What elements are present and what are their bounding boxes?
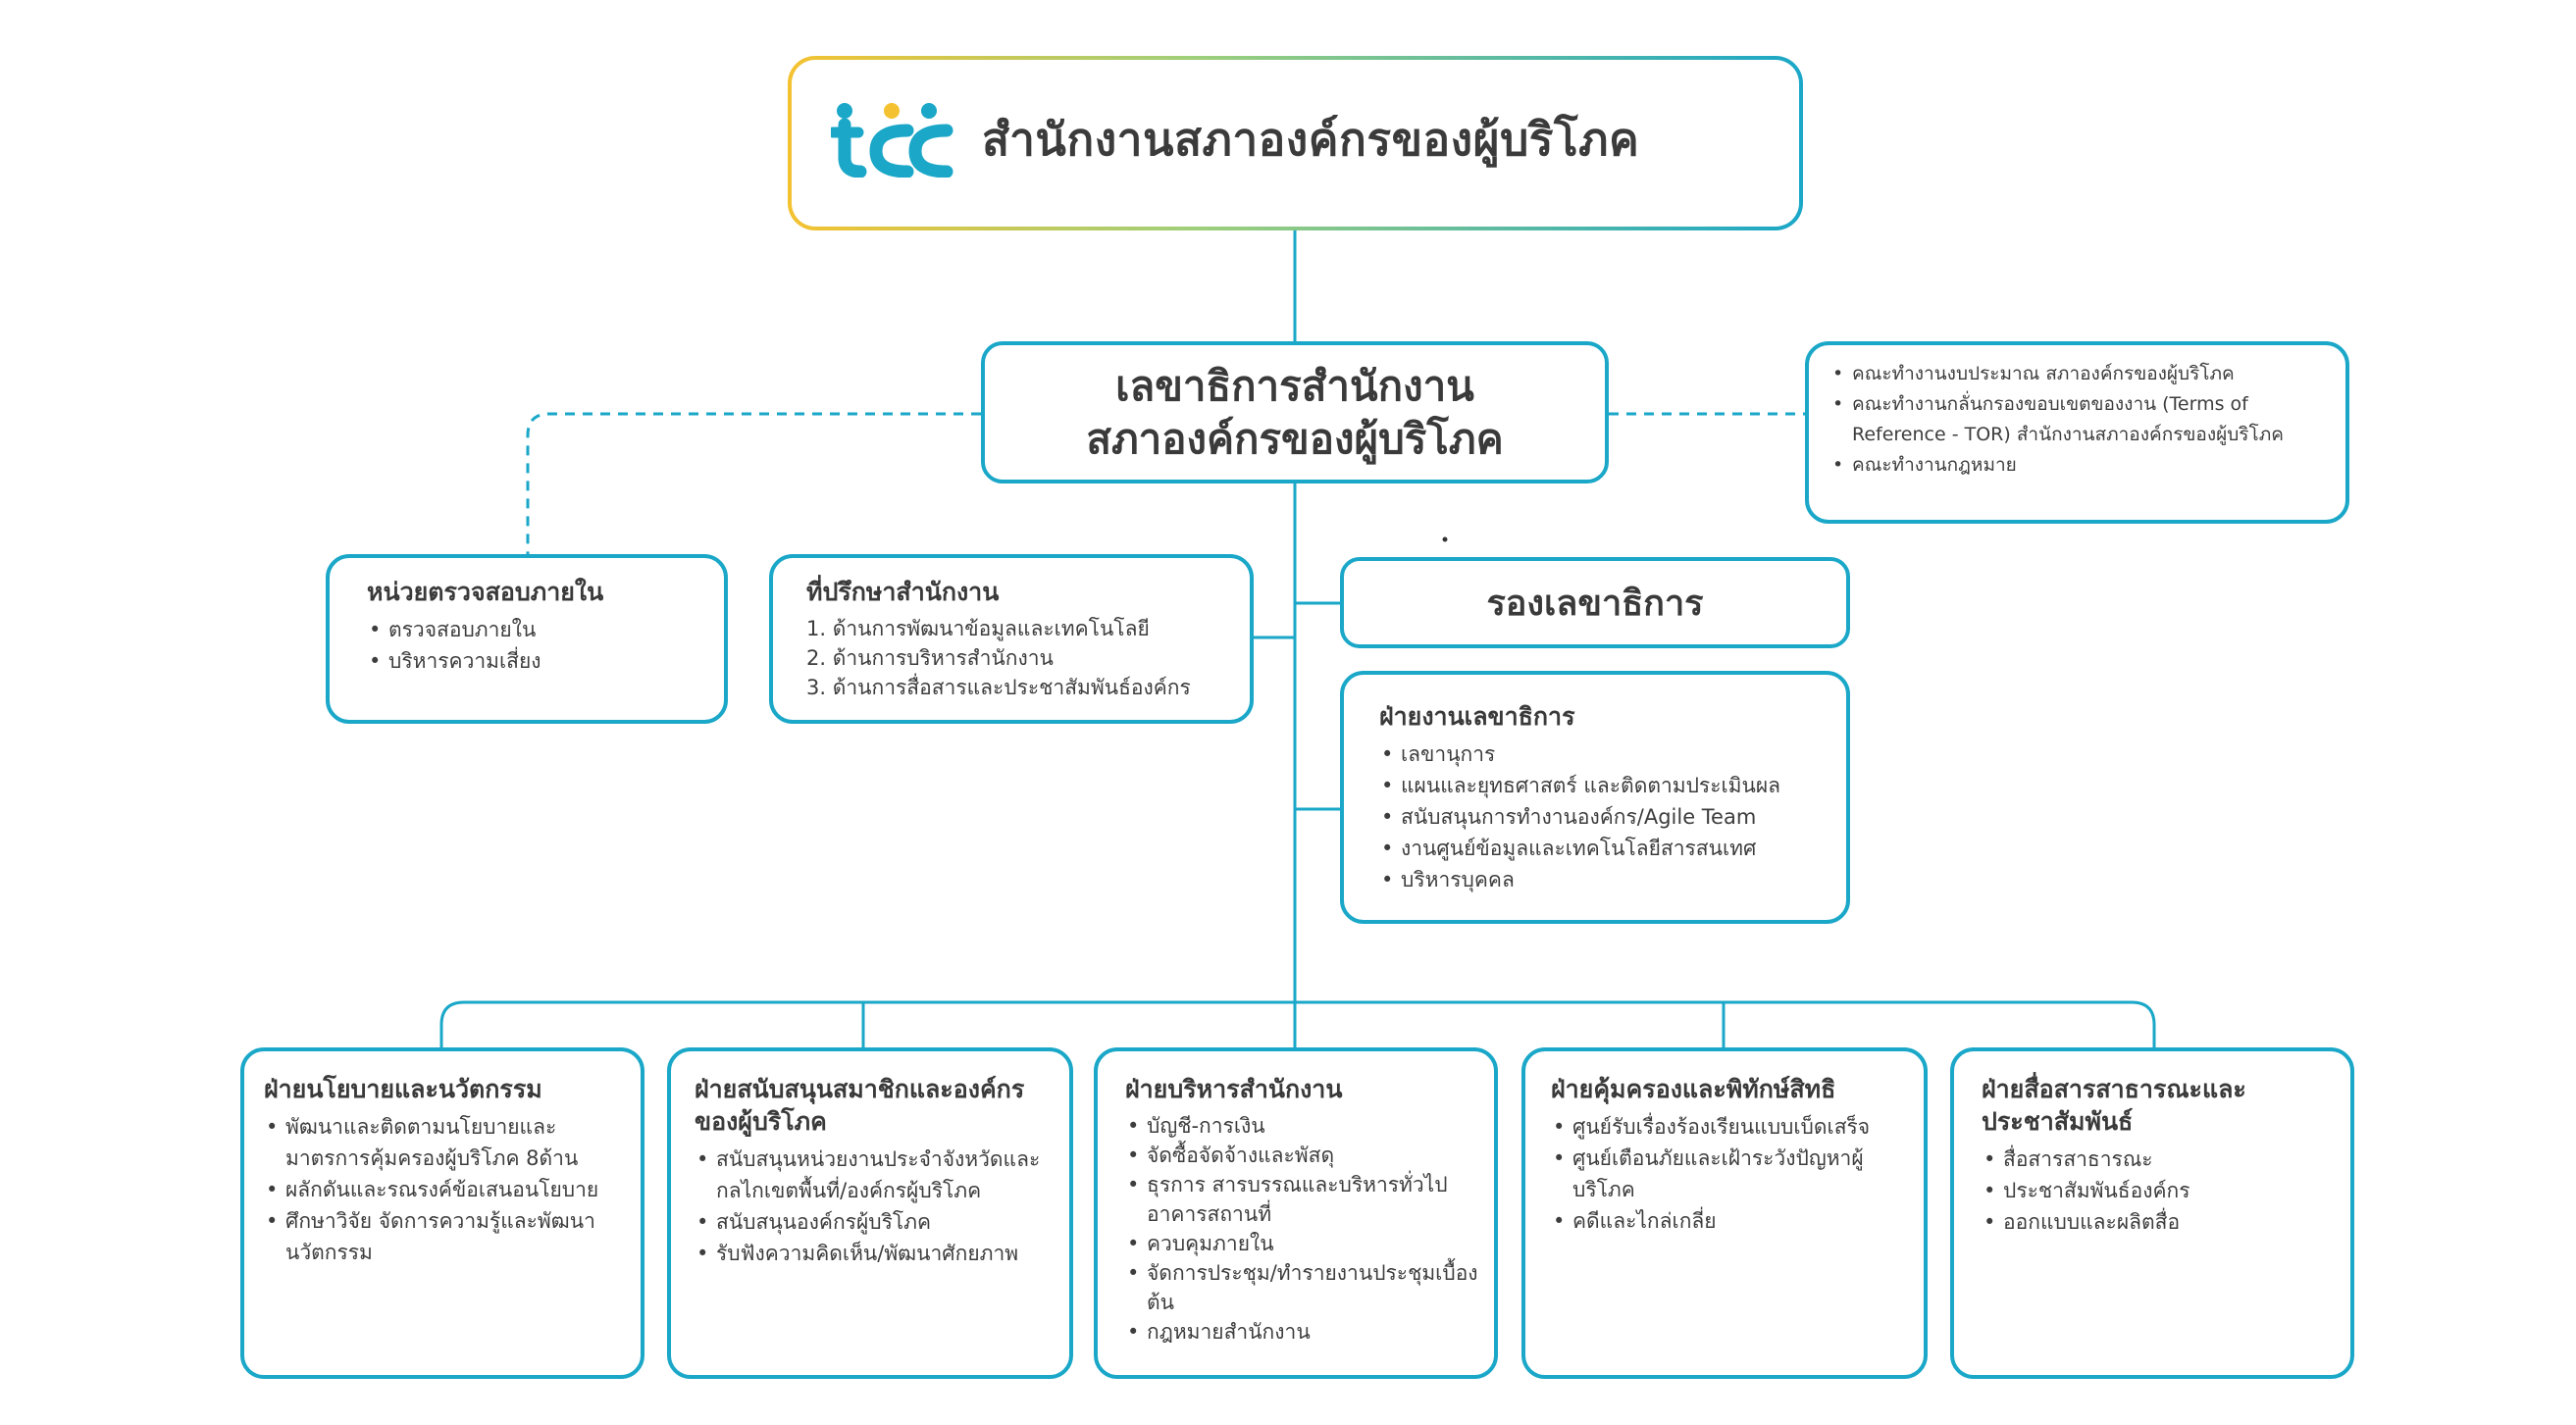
- tcc-logo-icon: [831, 101, 954, 178]
- dept-item: • บัญชี-การเงิน: [1125, 1111, 1480, 1141]
- advisors-item: 2. ด้านการบริหารสำนักงาน: [806, 646, 1054, 670]
- organization-header: [788, 56, 1803, 230]
- secretariat-item: • บริหารบุคคล: [1379, 864, 1829, 895]
- advisors-box: [769, 554, 1254, 724]
- secretariat-item: • เลขานุการ: [1379, 738, 1829, 770]
- advisors-item: 3. ด้านการสื่อสารและประชาสัมพันธ์องค์กร: [806, 676, 1191, 699]
- secretary-general-title-line1: เลขาธิการสำนักงาน: [1115, 361, 1474, 410]
- secretariat-item: • สนับสนุนการทำงานองค์กร/Agile Team: [1379, 801, 1829, 833]
- dept-item: • กฎหมายสำนักงาน: [1125, 1317, 1480, 1347]
- committee-item: • คณะทำงานงบประมาณ สภาองค์กรของผู้บริโภค: [1830, 359, 2328, 389]
- internal-audit-box: [326, 554, 728, 724]
- dept-item: • ออกแบบและผลิตสื่อ: [1982, 1206, 2337, 1238]
- committee-item: • คณะทำงานกฎหมาย: [1830, 450, 2328, 481]
- secretariat-item: • แผนและยุทธศาสตร์ และติดตามประเมินผล: [1379, 770, 1829, 801]
- organization-title: สำนักงานสภาองค์กรของผู้บริโภค: [982, 112, 1640, 166]
- dept-policy-innovation: [240, 1047, 644, 1379]
- internal-audit-item: • ตรวจสอบภายใน: [367, 614, 704, 645]
- deputy-secretary-box: [1340, 557, 1850, 648]
- dept-item: • รับฟังความคิดเห็น/พัฒนาศักยภาพ: [695, 1238, 1056, 1269]
- dept-item: • คดีและไกล่เกลี่ย: [1551, 1205, 1910, 1237]
- dept-item: • พัฒนาและติดตามนโยบายและมาตรการคุ้มครองผู้บริโภค 8ด้าน: [264, 1111, 625, 1174]
- dept-item: • สื่อสารสาธารณะ: [1982, 1144, 2337, 1175]
- secretariat-box: [1340, 671, 1850, 924]
- advisors-title: ที่ปรึกษาสำนักงาน: [806, 578, 1000, 606]
- dept-item: • ผลักดันและรณรงค์ข้อเสนอนโยบาย: [264, 1174, 625, 1205]
- dept-office-administration: [1094, 1047, 1498, 1379]
- dept-item: • ศึกษาวิจัย จัดการความรู้และพัฒนานวัตกรรม: [264, 1205, 625, 1268]
- committee-item: • คณะทำงานกลั่นกรองขอบเขตของงาน (Terms of Reference - TOR) สำนักงานสภาองค์กรของผู้บริโภค: [1830, 389, 2328, 450]
- dept-consumer-protection: [1521, 1047, 1928, 1379]
- secretariat-item: • งานศูนย์ข้อมูลและเทคโนโลยีสารสนเทศ: [1379, 833, 1829, 864]
- committees-box: [1805, 341, 2349, 524]
- dept-item: • จัดการประชุม/ทำรายงานประชุมเบื้องต้น: [1125, 1258, 1480, 1317]
- dept-item: • จัดซื้อจัดจ้างและพัสดุ: [1125, 1141, 1480, 1170]
- dept-title: ฝ่ายสื่อสารสาธารณะและประชาสัมพันธ์: [1982, 1075, 2246, 1136]
- dept-item: • ควบคุมภายใน: [1125, 1229, 1480, 1258]
- dept-public-communication: [1950, 1047, 2354, 1379]
- internal-audit-item: • บริหารความเสี่ยง: [367, 645, 704, 677]
- connector-audit-dashed: [528, 414, 981, 554]
- dept-item: • ธุรการ สารบรรณและบริหารทั่วไปอาคารสถานที่: [1125, 1170, 1480, 1229]
- dept-title: ฝ่ายนโยบายและนวัตกรรม: [264, 1075, 542, 1103]
- dept-item: • สนับสนุนหน่วยงานประจำจังหวัดและกลไกเขตพื้นที่/องค์กรผู้บริโภค: [695, 1144, 1056, 1206]
- stray-dot: [1443, 537, 1448, 542]
- dept-item: • ศูนย์เตือนภัยและเฝ้าระวังปัญหาผู้บริโภค: [1551, 1143, 1910, 1205]
- secretary-general-box: [981, 341, 1609, 483]
- connector-bottom-bus: [441, 1002, 2154, 1047]
- dept-title: ฝ่ายสนับสนุนสมาชิกและองค์กรของผู้บริโภค: [695, 1075, 1025, 1136]
- dept-member-support: [667, 1047, 1073, 1379]
- advisors-item: 1. ด้านการพัฒนาข้อมูลและเทคโนโลยี: [806, 617, 1150, 640]
- internal-audit-title: หน่วยตรวจสอบภายใน: [367, 578, 604, 606]
- dept-item: • สนับสนุนองค์กรผู้บริโภค: [695, 1206, 1056, 1238]
- dept-item: • ศูนย์รับเรื่องร้องเรียนแบบเบ็ดเสร็จ: [1551, 1111, 1910, 1143]
- secretariat-title: ฝ่ายงานเลขาธิการ: [1379, 702, 1575, 731]
- deputy-secretary-title: รองเลขาธิการ: [1486, 584, 1704, 624]
- dept-title: ฝ่ายคุ้มครองและพิทักษ์สิทธิ: [1551, 1075, 1836, 1103]
- dept-title: ฝ่ายบริหารสำนักงาน: [1125, 1075, 1343, 1103]
- dept-item: • ประชาสัมพันธ์องค์กร: [1982, 1175, 2337, 1206]
- secretary-general-title-line2: สภาองค์กรของผู้บริโภค: [1086, 414, 1504, 463]
